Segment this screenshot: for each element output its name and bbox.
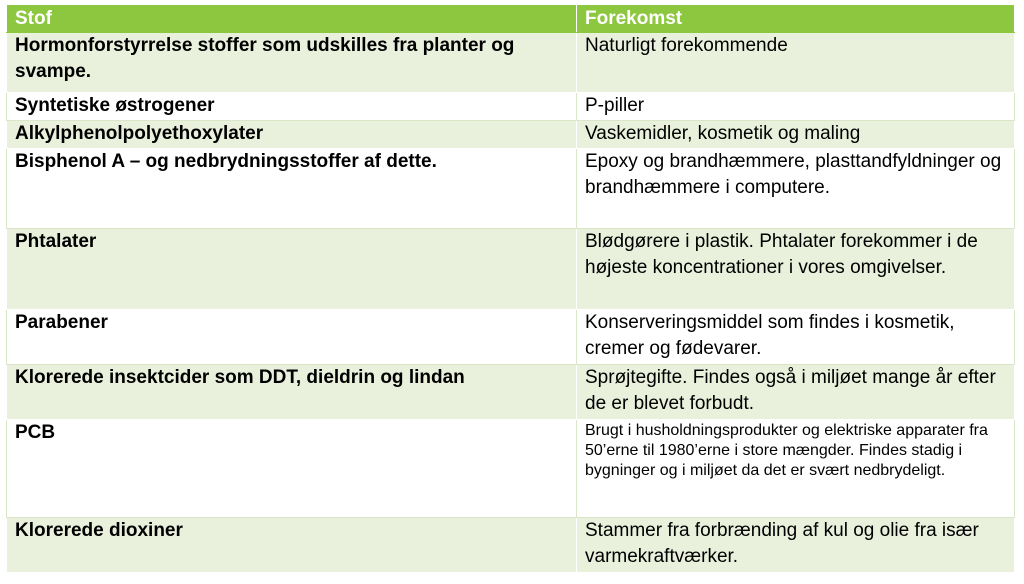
cell-stof: Syntetiske østrogener bbox=[7, 93, 577, 121]
header-row bbox=[7, 5, 1015, 33]
table-row bbox=[7, 229, 1015, 310]
cell-stof: Klorerede dioxiner bbox=[7, 518, 577, 573]
cell-stof: Alkylphenolpolyethoxylater bbox=[7, 121, 577, 149]
cell-stof: Bisphenol A – og nedbrydningsstoffer af dette. bbox=[7, 149, 577, 229]
cell-forekomst: Naturligt forekommende bbox=[577, 33, 1015, 93]
cell-stof: Klorerede insektcider som DDT, dieldrin og lindan bbox=[7, 365, 577, 420]
substance-table bbox=[6, 4, 1015, 573]
cell-forekomst: Stammer fra forbrænding af kul og olie fra især varmekraftværker. bbox=[577, 518, 1015, 573]
table-row bbox=[7, 365, 1015, 420]
table-row bbox=[7, 310, 1015, 365]
cell-stof: Hormonforstyrrelse stoffer som udskilles fra planter og svampe. bbox=[7, 33, 577, 93]
table-row bbox=[7, 420, 1015, 518]
table-row bbox=[7, 93, 1015, 121]
cell-forekomst: P-piller bbox=[577, 93, 1015, 121]
table-row bbox=[7, 33, 1015, 93]
table-header bbox=[7, 5, 1015, 33]
header-stof: Stof bbox=[7, 5, 577, 33]
table-row bbox=[7, 121, 1015, 149]
cell-forekomst: Blødgørere i plastik. Phtalater forekommer i de højeste koncentrationer i vores omgivelser. bbox=[577, 229, 1015, 310]
cell-forekomst: Epoxy og brandhæmmere, plasttandfyldninger og brandhæmmere i computere. bbox=[577, 149, 1015, 229]
table-row bbox=[7, 518, 1015, 573]
table-body bbox=[7, 33, 1015, 573]
cell-stof: Phtalater bbox=[7, 229, 577, 310]
cell-stof: Parabener bbox=[7, 310, 577, 365]
cell-forekomst: Brugt i husholdningsprodukter og elektriske apparater fra 50’erne til 1980’erne i store mængder. Findes stadig i bygninger og i miljøet da det er svært nedbrydeligt. bbox=[577, 420, 1015, 518]
table-row bbox=[7, 149, 1015, 229]
cell-forekomst: Konserveringsmiddel som findes i kosmetik, cremer og fødevarer. bbox=[577, 310, 1015, 365]
cell-forekomst: Vaskemidler, kosmetik og maling bbox=[577, 121, 1015, 149]
cell-stof: PCB bbox=[7, 420, 577, 518]
cell-forekomst: Sprøjtegifte. Findes også i miljøet mange år efter de er blevet forbudt. bbox=[577, 365, 1015, 420]
header-forekomst: Forekomst bbox=[577, 5, 1015, 33]
